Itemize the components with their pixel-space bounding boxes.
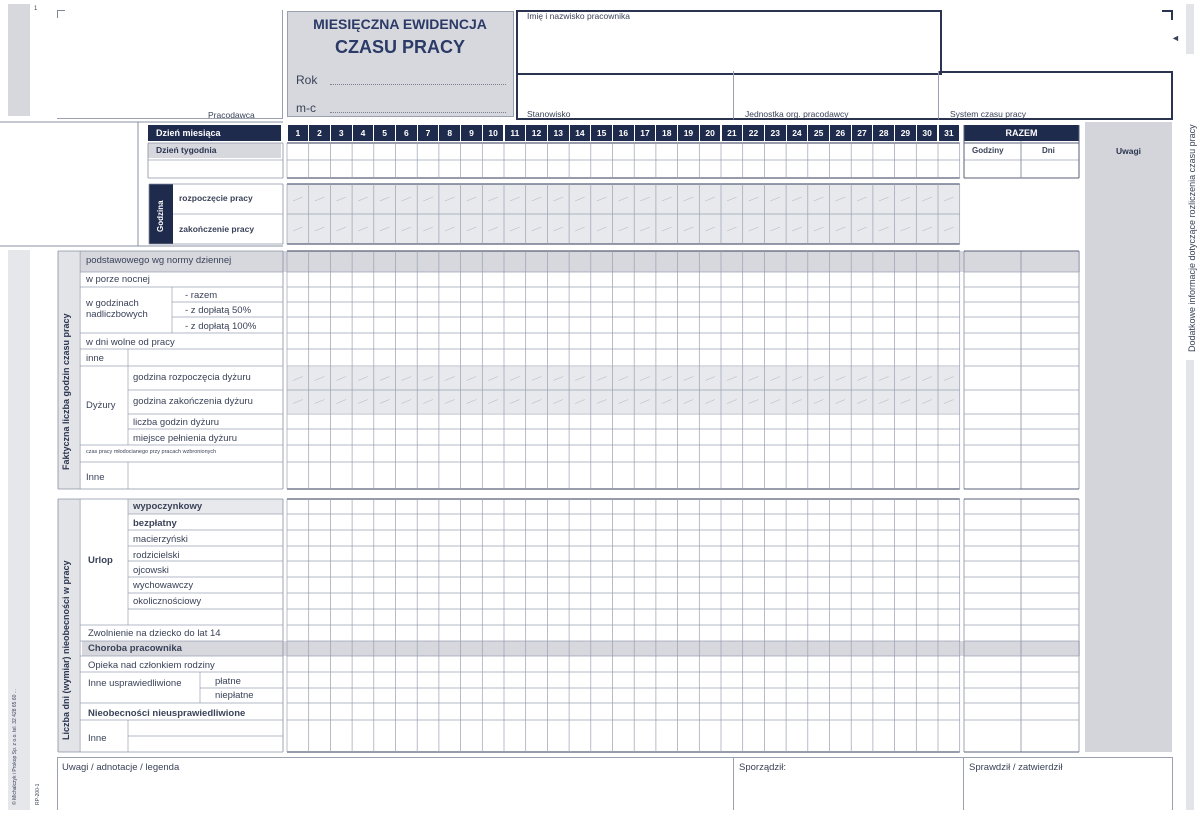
time-slash	[901, 197, 911, 201]
time-slash	[836, 377, 846, 381]
time-slash	[619, 400, 629, 404]
time-slash	[315, 227, 325, 231]
time-slash	[705, 227, 715, 231]
time-slash	[792, 197, 802, 201]
overtime-label: w godzinach nadliczbowych	[86, 298, 148, 320]
unpaid-leave-label: bezpłatny	[133, 518, 177, 529]
razem-label: RAZEM	[1005, 128, 1038, 138]
day-number-cell: 17	[635, 125, 656, 141]
maternity-leave-label: macierzyński	[133, 534, 188, 545]
time-slash	[402, 377, 412, 381]
notes-label: Uwagi / adnotacje / legenda	[62, 762, 180, 773]
time-slash	[662, 197, 672, 201]
time-slash	[770, 377, 780, 381]
time-slash	[575, 400, 585, 404]
time-slash	[532, 227, 542, 231]
other-excused-label: Inne usprawiedliwione	[88, 678, 182, 689]
position-label: Stanowisko	[527, 109, 571, 119]
time-slash	[402, 227, 412, 231]
day-number-cell: 9	[461, 125, 482, 141]
day-number-cell: 26	[830, 125, 851, 141]
dni-label: Dni	[1042, 146, 1055, 155]
time-slash	[879, 197, 889, 201]
time-slash	[336, 400, 346, 404]
duty-start-label: godzina rozpoczęcia dyżuru	[133, 372, 251, 383]
paternity-leave-label: ojcowski	[133, 565, 169, 576]
time-slash	[684, 377, 694, 381]
time-slash	[619, 197, 629, 201]
time-slash	[922, 377, 932, 381]
duty-place-label: miejsce pełnienia dyżuru	[133, 433, 238, 444]
time-slash	[402, 400, 412, 404]
time-slash	[662, 400, 672, 404]
start-work-label: rozpoczęcie pracy	[179, 193, 253, 203]
minors-label: czas pracy młodocianego przy pracach wzbronionych	[86, 449, 217, 455]
mc-label: m-c	[296, 101, 316, 115]
time-slash	[944, 400, 954, 404]
time-slash	[380, 400, 390, 404]
time-slash	[423, 227, 433, 231]
time-slash	[293, 227, 303, 231]
paid-label: płatne	[215, 676, 241, 687]
time-slash	[467, 227, 477, 231]
time-slash	[423, 400, 433, 404]
sickness-label: Choroba pracownika	[88, 643, 182, 654]
time-slash	[727, 197, 737, 201]
day-number-cell: 24	[787, 125, 808, 141]
time-slash	[467, 377, 477, 381]
time-slash	[814, 377, 824, 381]
day-number-cell: 4	[353, 125, 374, 141]
time-slash	[705, 377, 715, 381]
time-slash	[749, 377, 759, 381]
duty-label: Dyżury	[86, 400, 116, 411]
employer-label: Pracodawca	[208, 110, 255, 120]
time-slash	[336, 197, 346, 201]
child-release-label: Zwolnienie na dziecko do lat 14	[88, 628, 221, 639]
time-slash	[488, 377, 498, 381]
time-slash	[727, 377, 737, 381]
day-number-cell: 10	[483, 125, 504, 141]
time-slash	[770, 197, 780, 201]
time-slash	[922, 197, 932, 201]
godziny-label: Godziny	[972, 146, 1004, 155]
time-slash	[336, 377, 346, 381]
time-slash	[423, 197, 433, 201]
time-slash	[532, 197, 542, 201]
day-number-cell: 29	[895, 125, 916, 141]
time-slash	[792, 227, 802, 231]
time-system-label: System czasu pracy	[950, 109, 1027, 119]
occasional-leave-label: okolicznościowy	[133, 596, 202, 607]
day-number-cell: 3	[331, 125, 352, 141]
time-slash	[684, 400, 694, 404]
corner-code: 1	[34, 6, 38, 12]
end-work-label: zakończenie pracy	[179, 224, 255, 234]
time-slash	[792, 377, 802, 381]
day-number-cell: 20	[700, 125, 721, 141]
day-number-cell: 16	[613, 125, 634, 141]
time-slash	[423, 377, 433, 381]
form-title-line2: CZASU PRACY	[334, 37, 465, 57]
time-slash	[315, 377, 325, 381]
uwagi-label: Uwagi	[1115, 146, 1142, 156]
day-number-cell: 14	[570, 125, 591, 141]
time-slash	[727, 400, 737, 404]
absence-group-label: Liczba dni (wymiar) nieobecności w pracy	[61, 560, 71, 740]
day-number-cell: 5	[374, 125, 395, 141]
day-number-cell: 22	[743, 125, 764, 141]
time-slash	[467, 197, 477, 201]
time-slash	[705, 400, 715, 404]
time-slash	[597, 400, 607, 404]
time-slash	[510, 197, 520, 201]
time-slash	[814, 227, 824, 231]
duty-hours-label: liczba godzin dyżuru	[133, 417, 220, 428]
copyright-note: © Michalczyk i Prokop Sp. z o.o. tel. 32 428 65 60 ...	[12, 689, 18, 805]
time-slash	[836, 197, 846, 201]
other1-label: inne	[86, 353, 104, 364]
leave-label: Urlop	[88, 555, 113, 566]
unexcused-label: Nieobecności nieusprawiedliwione	[88, 708, 246, 719]
time-slash	[619, 377, 629, 381]
overtime-50-label: - z dopłatą 50%	[185, 305, 252, 316]
time-slash	[749, 400, 759, 404]
time-slash	[315, 400, 325, 404]
employee-name-label: Imię i nazwisko pracownika	[527, 11, 630, 21]
time-slash	[380, 377, 390, 381]
time-slash	[467, 400, 477, 404]
day-number-cell: 12	[526, 125, 547, 141]
day-number-cell: 6	[396, 125, 417, 141]
time-slash	[358, 377, 368, 381]
overtime-total-label: - razem	[185, 290, 218, 301]
form-code: RP-200-1	[35, 783, 41, 805]
time-slash	[836, 400, 846, 404]
time-slash	[857, 227, 867, 231]
form-title-line1: MIESIĘCZNA EWIDENCJA	[313, 16, 487, 32]
time-slash	[814, 400, 824, 404]
time-slash	[705, 197, 715, 201]
time-slash	[901, 400, 911, 404]
time-slash	[727, 227, 737, 231]
overtime-100-label: - z dopłatą 100%	[185, 321, 257, 332]
time-slash	[293, 377, 303, 381]
day-number-cell: 1	[288, 125, 309, 141]
days-off-label: w dni wolne od pracy	[86, 337, 175, 348]
time-slash	[770, 227, 780, 231]
time-slash	[879, 227, 889, 231]
time-slash	[684, 197, 694, 201]
day-number-cell: 23	[765, 125, 786, 141]
time-slash	[836, 227, 846, 231]
time-slash	[770, 400, 780, 404]
time-slash	[857, 400, 867, 404]
prepared-label: Sporządził:	[739, 762, 786, 773]
time-slash	[640, 197, 650, 201]
time-slash	[575, 197, 585, 201]
day-number-cell: 30	[917, 125, 938, 141]
time-slash	[922, 227, 932, 231]
night-hours-label: w porze nocnej	[86, 274, 150, 285]
time-slash	[532, 377, 542, 381]
day-number-cell: 11	[505, 125, 526, 141]
day-number-cell: 31	[939, 125, 960, 141]
other2-label: Inne	[86, 472, 105, 483]
day-number-cell: 21	[722, 125, 743, 141]
vacation-leave-label: wypoczynkowy	[133, 501, 203, 512]
time-slash	[640, 377, 650, 381]
time-slash	[445, 227, 455, 231]
time-slash	[597, 227, 607, 231]
time-slash	[488, 400, 498, 404]
day-number-cell: 15	[591, 125, 612, 141]
unpaid-label: niepłatne	[215, 690, 254, 701]
day-number-cell: 28	[873, 125, 894, 141]
time-slash	[792, 400, 802, 404]
day-number-cell: 19	[678, 125, 699, 141]
day-of-week-label: Dzień tygodnia	[156, 145, 217, 155]
time-slash	[901, 377, 911, 381]
time-slash	[944, 227, 954, 231]
time-slash	[488, 197, 498, 201]
day-of-month-label: Dzień miesiąca	[156, 128, 221, 138]
time-slash	[857, 197, 867, 201]
time-slash	[510, 400, 520, 404]
time-slash	[597, 197, 607, 201]
time-slash	[597, 377, 607, 381]
time-slash	[553, 197, 563, 201]
day-number-cell: 25	[808, 125, 829, 141]
approved-label: Sprawdził / zatwierdził	[969, 762, 1063, 773]
time-slash	[445, 377, 455, 381]
time-slash	[293, 400, 303, 404]
other3-label: Inne	[88, 733, 107, 744]
time-slash	[879, 400, 889, 404]
time-slash	[315, 197, 325, 201]
side-note: Dodatkowe informacje dotyczące rozliczenia czasu pracy	[1187, 124, 1197, 352]
time-slash	[684, 227, 694, 231]
parental-leave-label: rodzicielski	[133, 550, 180, 561]
arrow-mark-icon: ◄	[1171, 33, 1180, 43]
time-slash	[553, 227, 563, 231]
family-care-label: Opieka nad członkiem rodziny	[88, 660, 215, 671]
time-slash	[380, 227, 390, 231]
time-slash	[445, 197, 455, 201]
time-slash	[857, 377, 867, 381]
time-slash	[402, 197, 412, 201]
time-slash	[488, 227, 498, 231]
time-slash	[944, 377, 954, 381]
time-slash	[749, 227, 759, 231]
time-slash	[358, 400, 368, 404]
time-slash	[814, 197, 824, 201]
time-slash	[944, 197, 954, 201]
day-number-cell: 13	[548, 125, 569, 141]
time-slash	[749, 197, 759, 201]
time-slash	[901, 227, 911, 231]
godzina-label: Godzina	[156, 200, 165, 232]
time-slash	[510, 227, 520, 231]
time-slash	[640, 227, 650, 231]
time-slash	[662, 377, 672, 381]
day-number-cell: 8	[439, 125, 460, 141]
time-slash	[922, 400, 932, 404]
rok-label: Rok	[296, 73, 318, 87]
day-number-cell: 2	[309, 125, 330, 141]
org-unit-label: Jednostka org. pracodawcy	[745, 109, 849, 119]
time-slash	[662, 227, 672, 231]
time-slash	[336, 227, 346, 231]
day-number-cell: 7	[418, 125, 439, 141]
time-slash	[380, 197, 390, 201]
actual-hours-group-label: Faktyczna liczba godzin czasu pracy	[61, 313, 71, 470]
time-slash	[358, 227, 368, 231]
time-slash	[879, 377, 889, 381]
time-slash	[575, 227, 585, 231]
time-slash	[510, 377, 520, 381]
time-slash	[445, 400, 455, 404]
day-number-cell: 27	[852, 125, 873, 141]
time-slash	[358, 197, 368, 201]
time-slash	[575, 377, 585, 381]
duty-end-label: godzina zakończenia dyżuru	[133, 396, 253, 407]
time-slash	[553, 400, 563, 404]
basic-hours-label: podstawowego wg normy dziennej	[86, 255, 232, 266]
time-slash	[619, 227, 629, 231]
childcare-leave-label: wychowawczy	[133, 580, 194, 591]
day-number-cell: 18	[656, 125, 677, 141]
time-slash	[293, 197, 303, 201]
time-slash	[532, 400, 542, 404]
time-slash	[553, 377, 563, 381]
time-slash	[640, 400, 650, 404]
